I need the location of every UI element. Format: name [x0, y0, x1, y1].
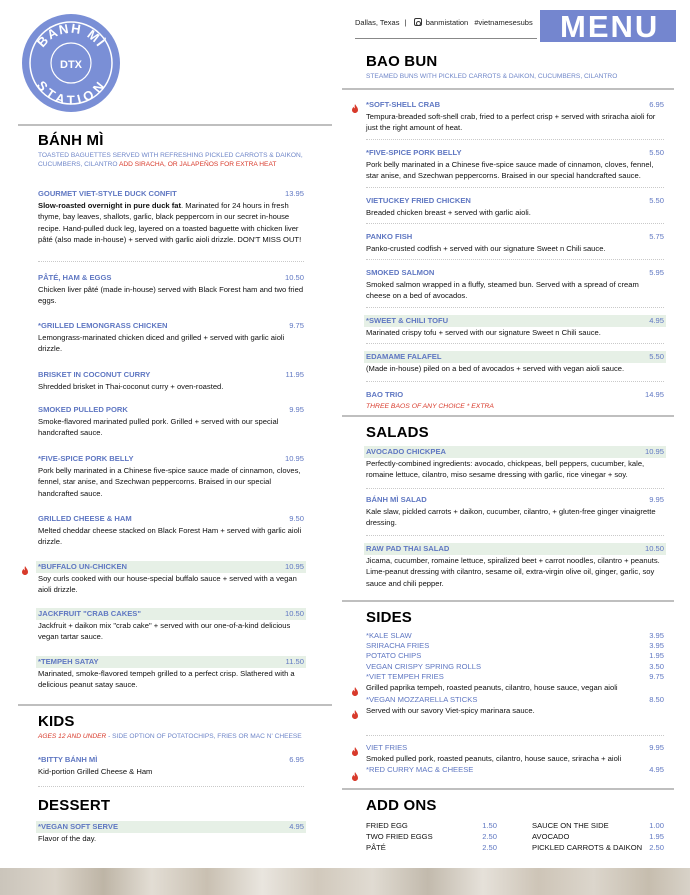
menu-item[interactable] [366, 267, 664, 308]
item-name: GRILLED CHEESE & HAM [38, 514, 132, 523]
item-desc: Smoked salmon wrapped in a fluffy, steamed bun. Served with a spread of cream cheese on a bed of avocados. [366, 280, 639, 301]
menu-item[interactable] [366, 351, 664, 382]
item-price: 10.50 [284, 609, 304, 618]
banh-mi-station-logo [22, 14, 120, 112]
side-item[interactable] [366, 695, 664, 705]
addons-right [530, 820, 666, 853]
item-price: 5.95 [649, 268, 664, 277]
logo-badge-icon [22, 14, 120, 112]
header-info [355, 18, 533, 27]
item-name: RAW PAD THAI SALAD [366, 544, 450, 553]
kids-subtitle-red: AGES 12 AND UNDER [38, 733, 107, 740]
item-name: POTATO CHIPS [366, 651, 422, 661]
menu-item[interactable] [38, 656, 304, 691]
menu-item[interactable] [38, 188, 304, 262]
header-separator: | [404, 18, 407, 27]
addon-item[interactable] [532, 831, 664, 842]
item-desc: Flavor of the day. [38, 834, 97, 843]
item-price: 14.95 [644, 390, 664, 399]
item-name: *RED CURRY MAC & CHEESE [366, 764, 474, 774]
item-desc: Jicama, cucumber, romaine lettuce, spiralized beet + carrot noodles, cilantro + peanuts. Lime-peanut dressing with cilantro, sesame oil, extra-virgin olive oil, ginger, garlic, soy sauce and chili pepper. [366, 556, 660, 588]
item-name: AVOCADO [532, 832, 570, 841]
item-desc: Smoke-flavored marinated pulled pork. Grilled + served with our special handcrafted sauce. [38, 417, 279, 438]
item-desc: Panko-crusted codfish + served with our signature Sweet n Chili sauce. [366, 244, 606, 253]
item-desc: Marinated crispy tofu + served with our signature Sweet n Chili sauce. [366, 328, 601, 337]
item-desc: (Made in-house) piled on a bed of avocados + served with vegan aioli sauce. [366, 364, 625, 373]
item-name: *BUFFALO UN-CHICKEN [38, 562, 128, 571]
item-name: *VIET TEMPEH FRIES [366, 671, 444, 681]
item-price: 5.50 [649, 196, 664, 205]
item-price: 5.50 [649, 148, 664, 157]
item-name: VIET FRIES [366, 743, 408, 752]
item-name: *VEGAN SOFT SERVE [38, 822, 119, 831]
spicy-flame-icon [352, 683, 358, 692]
menu-item[interactable] [366, 231, 664, 260]
kids-title: KIDS [38, 713, 75, 730]
item-desc: Pork belly marinated in a Chinese five-spice sauce made of cinnamon, cloves, fennel, star anise, and Szechwan peppercorns. Braised in our special handcrafted sauce. [38, 466, 301, 498]
item-price: 11.95 [285, 370, 304, 379]
sides-title: SIDES [366, 609, 413, 626]
item-price: 1.50 [482, 821, 497, 830]
item-desc: Shredded brisket in Thai-coconut curry + oven-roasted. [38, 382, 224, 391]
spicy-flame-icon [352, 100, 358, 109]
item-name: *FIVE-SPICE PORK BELLY [38, 454, 134, 463]
item-price: 11.50 [285, 657, 304, 666]
spicy-flame-icon [352, 768, 358, 777]
item-name: *SWEET & CHILI TOFU [366, 316, 449, 325]
menu-item[interactable] [366, 195, 664, 224]
kids-subtitle [38, 732, 328, 741]
social-handle[interactable]: banmistation [425, 18, 469, 27]
menu-item[interactable] [366, 315, 664, 344]
item-price: 6.95 [649, 100, 664, 109]
item-desc: Jackfruit + daikon mix "crab cake" + served with our one-of-a-kind delicious vegan tartar sauce. [38, 621, 291, 642]
item-price: 2.50 [649, 843, 664, 852]
item-name: EDAMAME FALAFEL [366, 352, 442, 361]
menu-item[interactable] [38, 754, 304, 787]
item-price: 9.95 [649, 495, 664, 504]
item-name: SRIRACHA FRIES [366, 641, 430, 651]
item-price: 8.50 [649, 694, 664, 704]
item-desc: Kale slaw, pickled carrots + daikon, cucumber, cilantro, + gluten-free ginger vinaigrette dressing. [366, 507, 656, 528]
item-desc: Smoked pulled pork, roasted peanuts, cilantro, house sauce, sriracha + aioli [366, 754, 622, 764]
item-name: *FIVE-SPICE PORK BELLY [366, 148, 462, 157]
item-desc [38, 200, 304, 246]
menu-item[interactable] [38, 369, 304, 392]
header-rule [355, 38, 537, 39]
item-price: 1.00 [649, 821, 664, 830]
menu-item[interactable] [366, 494, 664, 536]
hashtag-text: #vietnamesesubs [474, 18, 533, 27]
item-name: *BITTY BÁNH MÌ [38, 755, 98, 764]
spicy-flame-icon [352, 743, 358, 752]
item-price: 9.50 [289, 514, 304, 523]
salads-title: SALADS [366, 424, 429, 441]
item-name: *SOFT-SHELL CRAB [366, 100, 441, 109]
item-desc: Kid-portion Grilled Cheese & Ham [38, 767, 153, 776]
section-rule [18, 704, 332, 706]
menu-item[interactable] [38, 404, 304, 439]
menu-item[interactable] [366, 99, 664, 140]
addon-item[interactable] [366, 820, 497, 831]
item-price: 9.75 [649, 671, 664, 681]
section-rule [342, 88, 674, 90]
item-name: *VEGAN MOZZARELLA STICKS [366, 694, 478, 704]
item-price: 1.95 [649, 832, 664, 841]
side-item[interactable] [366, 672, 664, 682]
side-item[interactable] [366, 765, 664, 775]
side-item[interactable] [366, 743, 664, 753]
item-name: VEGAN CRISPY SPRING ROLLS [366, 661, 482, 671]
item-price: 6.95 [289, 755, 304, 764]
item-name: *KALE SLAW [366, 631, 412, 640]
side-item[interactable] [366, 662, 664, 672]
spicy-flame-icon [22, 562, 28, 571]
item-price: 9.75 [289, 321, 304, 330]
item-name: *TEMPEH SATAY [38, 657, 99, 666]
item-desc: Breaded chicken breast + served with garlic aioli. [366, 208, 531, 217]
item-desc: Tempura-breaded soft-shell crab, fried to a perfect crisp + served with sriracha aioli for just the right amount of heat. [366, 112, 656, 133]
item-desc: Pork belly marinated in a Chinese five-spice sauce made of cinnamon, cloves, fennel, star anise, and Szechwan peppercorns. Braised in our special handcrafted sauce. [366, 160, 654, 181]
item-desc: Soy curls cooked with our house-special buffalo sauce + served with a vegan aioli drizzle. [38, 574, 297, 595]
item-desc-bold: Slow-roasted overnight in pure duck fat [38, 201, 182, 210]
section-rule [18, 124, 332, 126]
item-name: AVOCADO CHICKPEA [366, 447, 447, 456]
item-name: *GRILLED LEMONGRASS CHICKEN [38, 321, 168, 330]
baobun-subtitle: STEAMED BUNS WITH PICKLED CARROTS & DAIKON, CUCUMBERS, CILANTRO [366, 73, 618, 80]
menu-item[interactable] [366, 147, 664, 188]
item-price: 10.50 [284, 273, 304, 282]
item-name: BRISKET IN COCONUT CURRY [38, 370, 151, 379]
item-desc: Lemongrass-marinated chicken diced and grilled + served with garlic aioli drizzle. [38, 333, 285, 354]
spicy-flame-icon [352, 706, 358, 715]
menu-item[interactable] [38, 272, 304, 307]
logo-top-text: BÁNH MÌ [33, 20, 109, 51]
logo-mid-text: DTX [60, 59, 82, 71]
side-item[interactable] [366, 641, 664, 651]
item-desc-text: . Marinated for 24 hours in fresh thyme, bay leaves, shallots, garlic, black peppercorn in our secret in-house recipe. Hand-pulled duck leg, layered on a toasted baguette with chicken liver pâté (also made in-house) + served with garlic aioli drizzle. DON'T MISS OUT! [38, 201, 302, 245]
item-price: 4.95 [649, 764, 664, 774]
section-rule [342, 788, 674, 790]
side-item[interactable] [366, 651, 664, 661]
menu-item[interactable] [366, 446, 664, 489]
food-photo-strip [0, 868, 690, 895]
item-name: TWO FRIED EGGS [366, 832, 433, 841]
item-price: 1.95 [649, 651, 664, 661]
item-desc: THREE BAOS OF ANY CHOICE * EXTRA [366, 403, 494, 410]
item-price: 2.50 [482, 843, 497, 852]
addon-item[interactable] [532, 820, 664, 831]
banhmi-subtitle [38, 151, 308, 170]
item-price: 5.75 [649, 232, 664, 241]
banhmi-subtitle-text: TOASTED BAGUETTES SERVED WITH REFRESHING PICKLED CARROTS & DAIKON, CUCUMBERS, CILANTRO [38, 152, 303, 169]
menu-item[interactable] [38, 821, 304, 844]
item-price: 3.50 [649, 661, 664, 671]
item-price: 9.95 [649, 743, 664, 752]
item-desc: Marinated, smoke-flavored tempeh grilled to a perfect crisp. Slathered with a delicious peanut satay sauce. [38, 669, 295, 690]
baobun-title: BAO BUN [366, 53, 438, 70]
menu-item[interactable] [366, 543, 664, 589]
menu-banner: MENU [540, 10, 676, 42]
item-price: 5.50 [649, 352, 664, 361]
item-name: PICKLED CARROTS & DAIKON [532, 843, 643, 852]
item-desc: Chicken liver pâté (made in-house) served with Black Forest ham and two fried eggs. [38, 285, 304, 306]
item-name: PÂTÉ [366, 843, 386, 852]
dotted-divider [366, 735, 664, 736]
menu-item[interactable] [38, 608, 304, 643]
item-desc: Melted cheddar cheese stacked on Black Forest Ham + served with garlic aioli drizzle. [38, 526, 302, 547]
item-name: VIETUCKEY FRIED CHICKEN [366, 196, 471, 205]
addon-item[interactable] [366, 831, 497, 842]
menu-item[interactable] [366, 389, 664, 412]
location-text: Dallas, Texas [355, 18, 400, 27]
sides-list-2 [366, 743, 664, 775]
item-price: 10.95 [284, 454, 304, 463]
logo-bottom-text: STATION [33, 77, 109, 108]
item-price: 3.95 [649, 641, 664, 651]
item-name: SMOKED SALMON [366, 268, 435, 277]
item-name: SMOKED PULLED PORK [38, 405, 128, 414]
item-desc: Served with our savory Viet-spicy marinara sauce. [366, 705, 535, 715]
item-name: JACKFRUIT "CRAB CAKES" [38, 609, 141, 618]
menu-item[interactable] [38, 453, 304, 499]
instagram-icon [414, 18, 422, 26]
item-name: PANKO FISH [366, 232, 413, 241]
kids-subtitle-text: - SIDE OPTION OF POTATOCHIPS, FRIES OR MAC N' CHEESE [106, 733, 302, 740]
item-desc: Grilled paprika tempeh, roasted peanuts, cilantro, house sauce, vegan aioli [366, 682, 618, 692]
section-rule [342, 415, 674, 417]
item-price: 4.95 [289, 822, 304, 831]
item-price: 3.95 [649, 631, 664, 640]
menu-item[interactable] [38, 561, 304, 596]
menu-item[interactable] [38, 513, 304, 548]
item-name: PÂTÉ, HAM & EGGS [38, 273, 112, 282]
section-rule [342, 600, 674, 602]
item-name: SAUCE ON THE SIDE [532, 821, 609, 830]
addons-title: ADD ONS [366, 797, 437, 814]
item-name: BÁNH MÌ SALAD [366, 495, 427, 504]
item-name: BAO TRIO [366, 390, 404, 399]
item-price: 10.95 [284, 562, 304, 571]
item-name: FRIED EGG [366, 821, 408, 830]
item-desc: Perfectly-combined ingredients: avocado, chickpeas, bell peppers, cucumber, kale, romaine lettuce, cilantro, miso sesame dressing with garlic, rice vinegar + soy. [366, 459, 645, 480]
menu-item[interactable] [38, 320, 304, 355]
banhmi-subtitle-note: ADD SIRACHA, OR JALAPEÑOS FOR EXTRA HEAT [118, 161, 277, 169]
item-price: 2.50 [482, 832, 497, 841]
item-price: 13.95 [284, 189, 304, 198]
item-price: 9.95 [289, 405, 304, 414]
addon-item[interactable] [532, 842, 664, 853]
banhmi-title: BÁNH MÌ [38, 132, 104, 149]
sides-list [366, 631, 664, 716]
item-price: 10.95 [644, 447, 664, 456]
addon-item[interactable] [366, 842, 497, 853]
addons-left [366, 820, 497, 853]
side-item[interactable] [366, 631, 664, 641]
item-name: GOURMET VIET-STYLE DUCK CONFIT [38, 189, 177, 198]
dessert-title: DESSERT [38, 797, 111, 814]
item-price: 4.95 [649, 316, 664, 325]
item-price: 10.50 [644, 544, 664, 553]
